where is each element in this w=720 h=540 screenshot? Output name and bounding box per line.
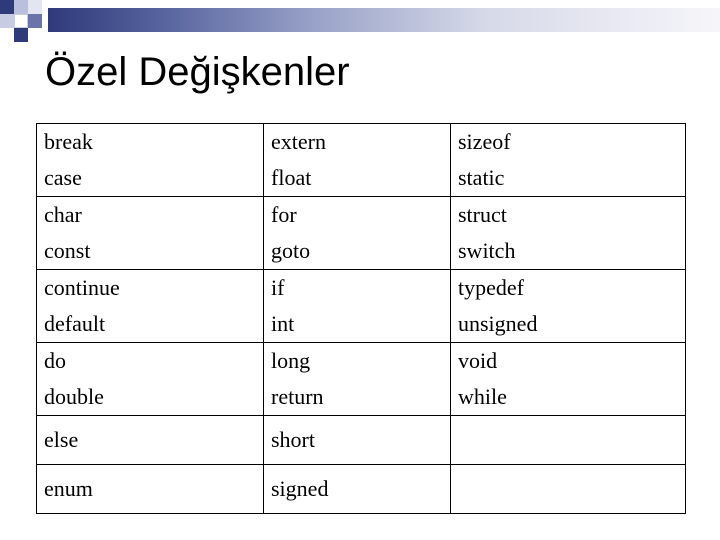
table-cell [37, 124, 264, 197]
table-row [37, 124, 686, 197]
table-cell [37, 465, 264, 514]
decorative-square [0, 14, 14, 28]
keyword-text: static [458, 165, 505, 190]
table-cell [37, 197, 264, 270]
decorative-square [28, 0, 42, 14]
keyword-text: default [44, 311, 106, 336]
table-row [37, 343, 686, 416]
table-row [37, 270, 686, 343]
decorative-square [14, 14, 28, 28]
keyword-text: enum [44, 476, 93, 501]
decorative-square [28, 14, 42, 28]
table-cell [37, 270, 264, 343]
decorative-header-band [0, 0, 720, 40]
table-cell [451, 465, 686, 514]
keyword-text: goto [271, 238, 311, 263]
keyword-text: float [271, 165, 312, 190]
table-cell [451, 197, 686, 270]
decorative-gradient-bar [48, 8, 720, 32]
table-cell [451, 124, 686, 197]
slide-title: Özel Değişkenler [45, 50, 350, 94]
keyword-text: extern [271, 129, 326, 154]
keyword-text: break [44, 129, 93, 154]
keyword-text: const [44, 238, 91, 263]
keyword-text: sizeof [458, 129, 511, 154]
keyword-text: while [458, 384, 507, 409]
table-cell [451, 416, 686, 465]
decorative-square [0, 0, 14, 14]
keyword-text: continue [44, 275, 120, 300]
decorative-square [14, 0, 28, 14]
table-cell [37, 416, 264, 465]
keyword-text: if [271, 275, 285, 300]
table-cell [264, 465, 451, 514]
table-cell [264, 124, 451, 197]
table-cell [264, 343, 451, 416]
table-cell [264, 270, 451, 343]
table-cell [451, 343, 686, 416]
keyword-text: typedef [458, 275, 524, 300]
keyword-text: switch [458, 238, 516, 263]
keyword-text: double [44, 384, 104, 409]
keyword-text: char [44, 202, 82, 227]
table-row [37, 416, 686, 465]
decorative-square [14, 28, 28, 42]
keyword-text: for [271, 202, 297, 227]
keyword-text: int [271, 311, 295, 336]
keyword-text: void [458, 348, 498, 373]
keyword-text: struct [458, 202, 507, 227]
keyword-text: do [44, 348, 66, 373]
keyword-text: signed [271, 476, 329, 501]
keyword-text: short [271, 427, 315, 452]
keyword-text: unsigned [458, 311, 538, 336]
table-cell [264, 416, 451, 465]
table-cell [37, 343, 264, 416]
table-cell [264, 197, 451, 270]
keyword-text: case [44, 165, 82, 190]
keyword-text: long [271, 348, 311, 373]
table-row [37, 465, 686, 514]
keywords-table [36, 123, 686, 514]
table-cell [451, 270, 686, 343]
keyword-text: else [44, 427, 79, 452]
keyword-text: return [271, 384, 324, 409]
table-row [37, 197, 686, 270]
